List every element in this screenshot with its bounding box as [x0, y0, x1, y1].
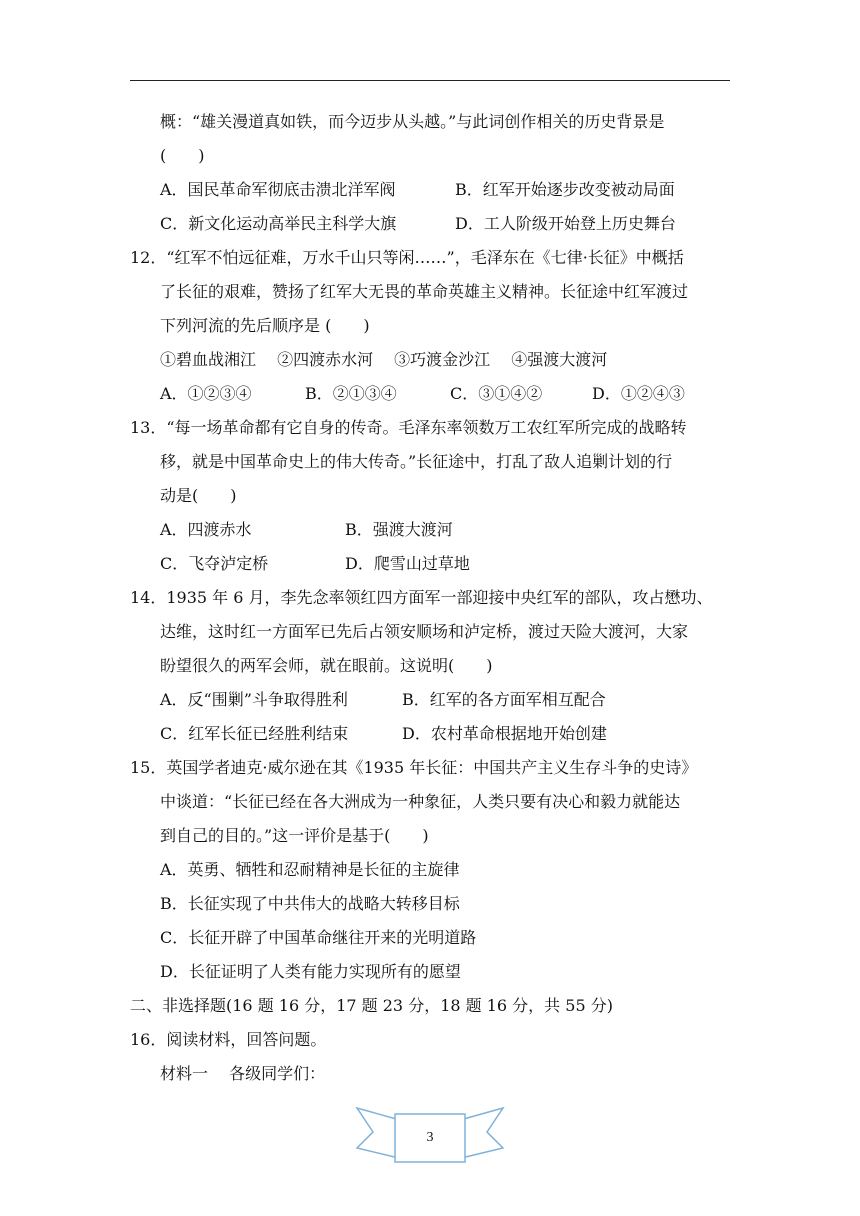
text-line: 中谈道：“长征已经在各大洲成为一种象征，人类只要有决心和毅力就能达 [160, 792, 681, 811]
text-line: ①碧血战湘江 ②四渡赤水河 ③巧渡金沙江 ④强渡大渡河 [160, 350, 608, 369]
text-line: 概：“雄关漫道真如铁，而今迈步从头越。”与此词创作相关的历史背景是 [160, 112, 665, 131]
text-line: B．强渡大渡河 [345, 520, 453, 539]
text-line: A．反“围剿”斗争取得胜利 [160, 690, 348, 709]
text-line: 13．“每一场革命都有它自身的传奇。毛泽东率领数万工农红军所完成的战略转 [130, 418, 687, 437]
page-number-ribbon [355, 1104, 505, 1168]
text-line: 12．“红军不怕远征难，万水千山只等闲……”，毛泽东在《七律·长征》中概括 [130, 248, 684, 267]
text-line: 二、非选择题(16 题 16 分，17 题 23 分，18 题 16 分，共 55 分) [130, 996, 613, 1015]
text-line: 移，就是中国革命史上的伟大传奇。”长征途中，打乱了敌人追剿计划的行 [160, 452, 673, 471]
text-line: 15．英国学者迪克·威尔逊在其《1935 年长征：中国共产主义生存斗争的史诗》 [130, 758, 698, 777]
page-number: 3 [426, 1130, 434, 1145]
text-line: C．新文化运动高举民主科学大旗 [160, 214, 397, 233]
text-line: A．四渡赤水 [160, 520, 252, 539]
text-line: 材料一 各级同学们： [160, 1064, 326, 1083]
text-line: D．长征证明了人类有能力实现所有的愿望 [160, 962, 461, 981]
text-line: C．飞夺泸定桥 [160, 554, 269, 573]
text-line: D．①②④③ [592, 384, 685, 403]
text-line: B．长征实现了中共伟大的战略大转移目标 [160, 894, 460, 913]
text-line: 动是( ) [160, 486, 237, 505]
text-line: 盼望很久的两军会师，就在眼前。这说明( ) [160, 656, 493, 675]
text-line: 达维，这时红一方面军已先后占领安顺场和泸定桥，渡过天险大渡河，大家 [160, 622, 689, 641]
text-line: D．爬雪山过草地 [345, 554, 470, 573]
text-line: D．农村革命根据地开始创建 [402, 724, 607, 743]
text-line: 16．阅读材料，回答问题。 [130, 1030, 327, 1049]
text-line: C．红军长征已经胜利结束 [160, 724, 349, 743]
text-line: 到自己的目的。”这一评价是基于( ) [160, 826, 429, 845]
text-line: 了长征的艰难，赞扬了红军大无畏的革命英雄主义精神。长征途中红军渡过 [160, 282, 689, 301]
text-line: A．国民革命军彻底击溃北洋军阀 [160, 180, 396, 199]
text-line: A．①②③④ [160, 384, 252, 403]
text-line: C．③①④② [450, 384, 543, 403]
text-line: A．英勇、牺牲和忍耐精神是长征的主旋律 [160, 860, 460, 879]
text-line: ( ) [160, 146, 205, 165]
text-line: 下列河流的先后顺序是 ( ) [160, 316, 370, 335]
text-line: B．②①③④ [305, 384, 397, 403]
text-line: B．红军的各方面军相互配合 [402, 690, 606, 709]
text-line: 14．1935 年 6 月，李先念率领红四方面军一部迎接中央红军的部队，攻占懋功、 [130, 588, 713, 607]
text-line: D．工人阶级开始登上历史舞台 [455, 214, 676, 233]
text-line: B．红军开始逐步改变被动局面 [455, 180, 675, 199]
text-line: C．长征开辟了中国革命继往开来的光明道路 [160, 928, 477, 947]
header-rule [130, 80, 730, 81]
